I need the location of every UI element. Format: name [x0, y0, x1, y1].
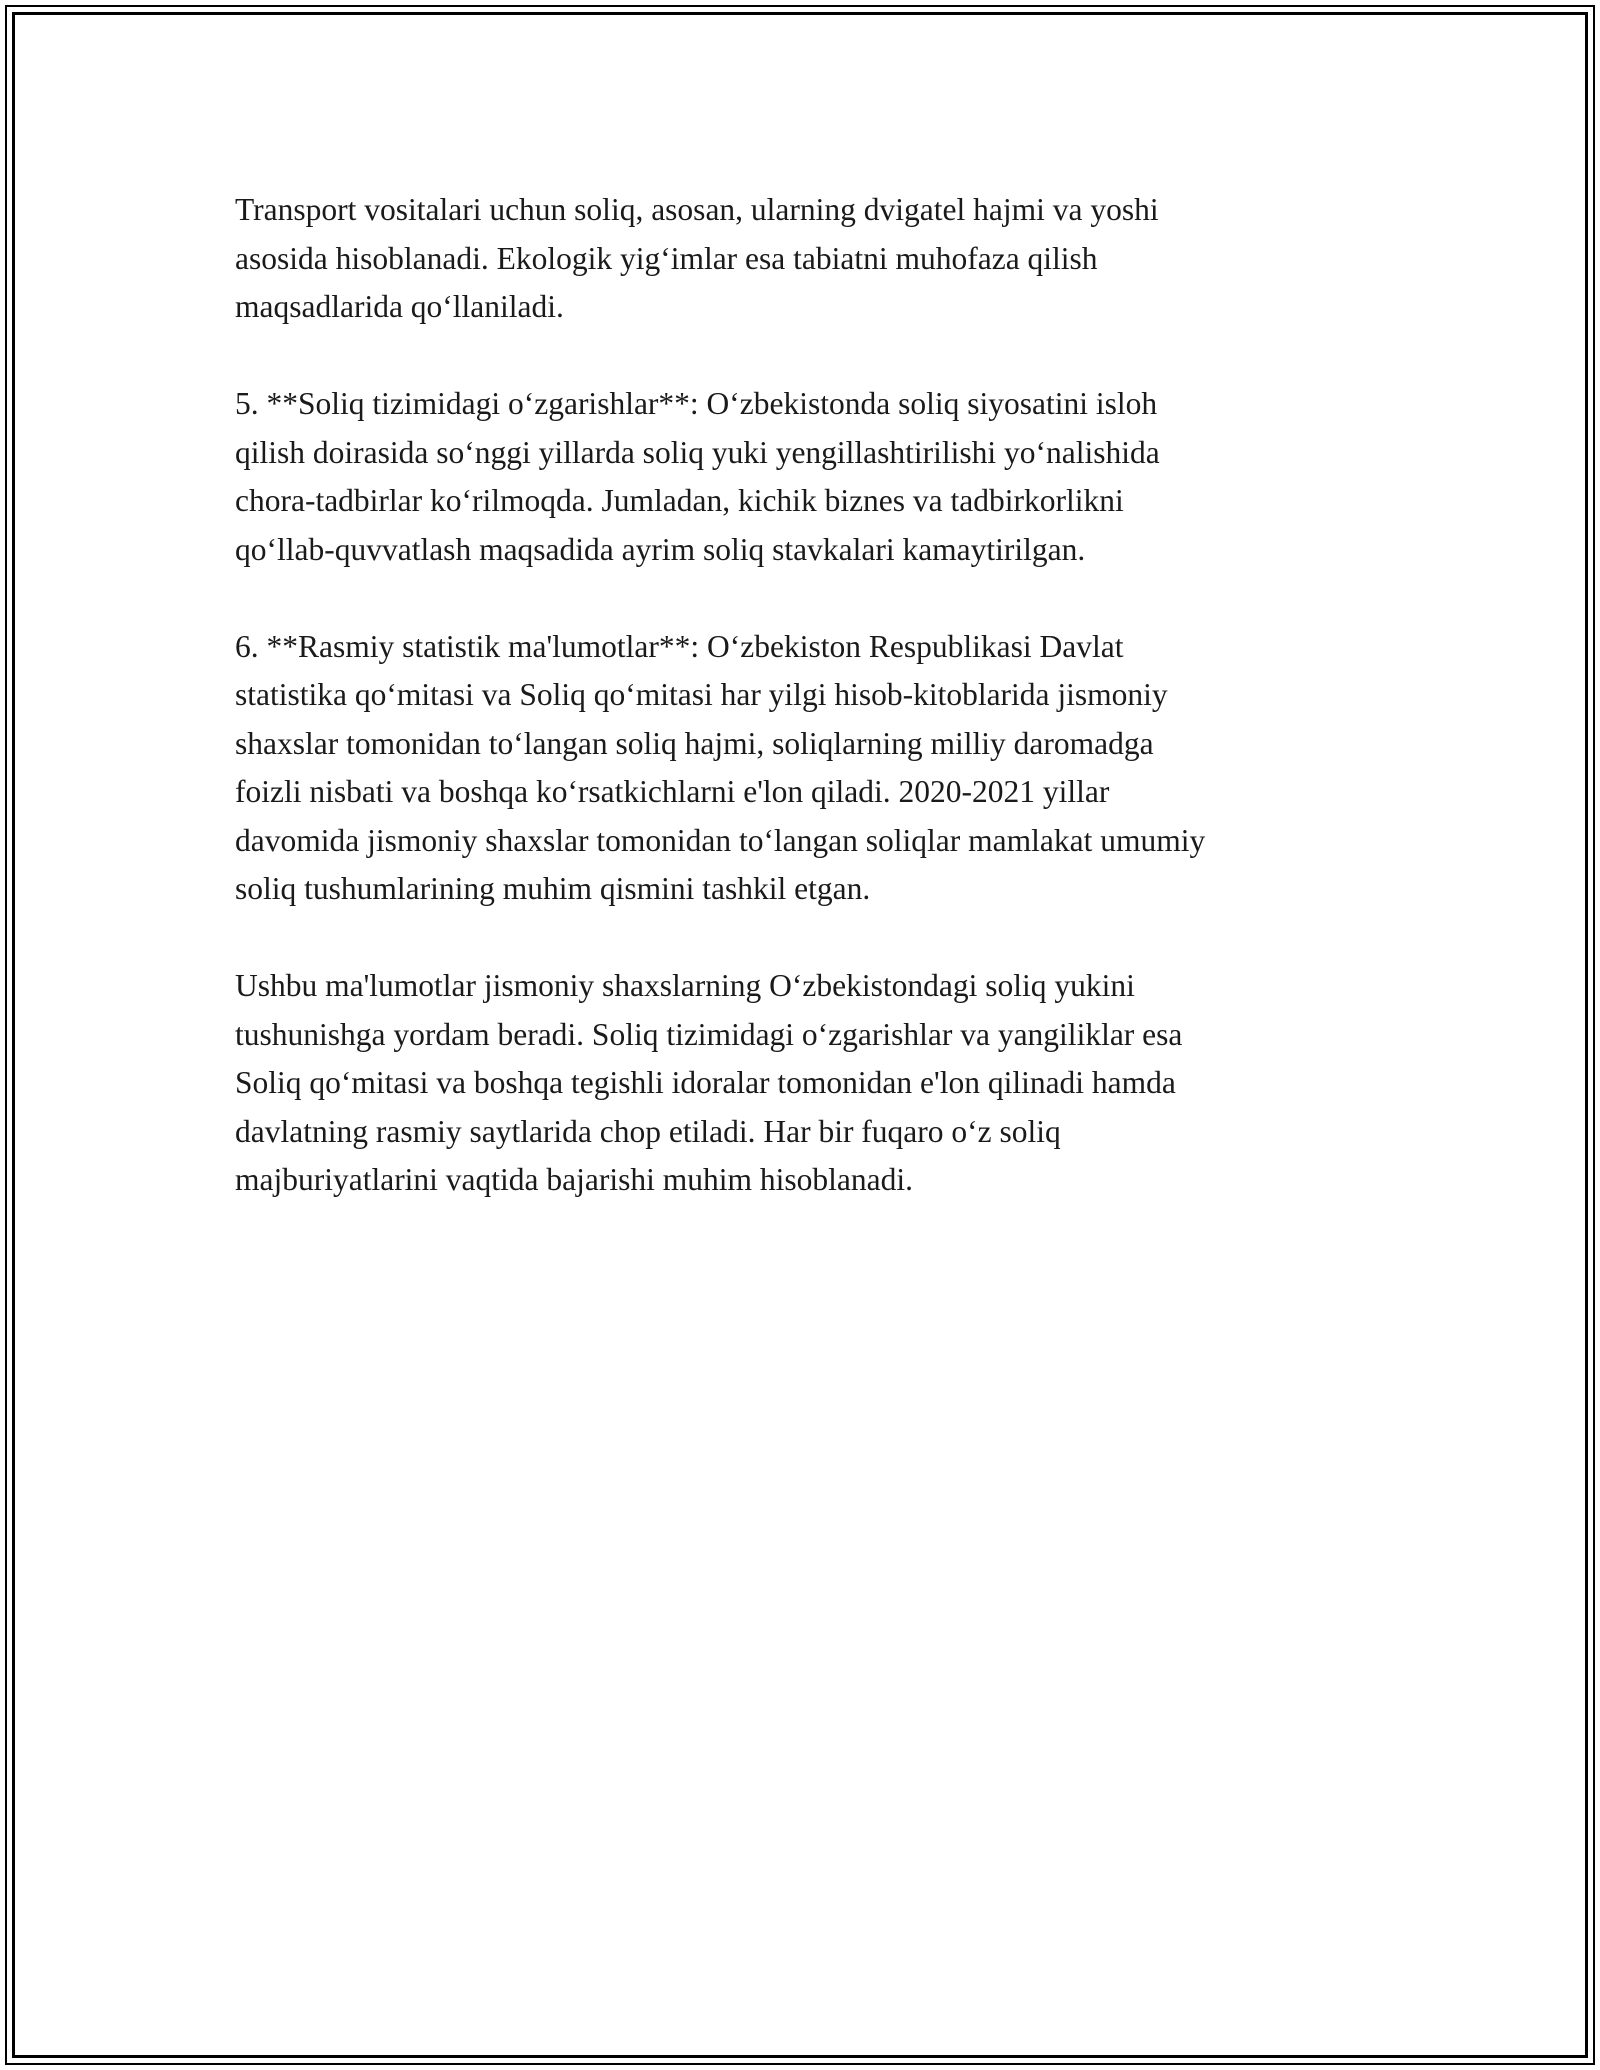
text-line: davomida jismoniy shaxslar tomonidan to‘langan soliqlar mamlakat umumiy	[235, 822, 1206, 858]
text-line: Transport vositalari uchun soliq, asosan, ularning dvigatel hajmi va yoshi	[235, 192, 1159, 227]
paragraph-official-statistics	[235, 623, 1395, 914]
text-line: Soliq qo‘mitasi va boshqa tegishli idoralar tomonidan e'lon qilinadi hamda	[235, 1065, 1176, 1100]
text-line: Ushbu ma'lumotlar jismoniy shaxslarning O‘zbekistondagi soliq yukini	[235, 968, 1135, 1003]
text-line: majburiyatlarini vaqtida bajarishi muhim hisoblanadi.	[235, 1162, 913, 1197]
text-line: davlatning rasmiy saytlarida chop etiladi. Har bir fuqaro o‘z soliq	[235, 1113, 1061, 1149]
text-line: foizli nisbati va boshqa ko‘rsatkichlarni e'lon qiladi. 2020-2021 yillar	[235, 774, 1110, 809]
text-line: tushunishga yordam beradi. Soliq tizimidagi o‘zgarishlar va yangiliklar esa	[235, 1016, 1183, 1052]
text-line: 5. **Soliq tizimidagi o‘zgarishlar**: O‘zbekistonda soliq siyosatini isloh	[235, 386, 1158, 421]
paragraph-conclusion	[235, 962, 1395, 1205]
text-line: asosida hisoblanadi. Ekologik yig‘imlar esa tabiatni muhofaza qilish	[235, 240, 1098, 276]
text-line: statistika qo‘mitasi va Soliq qo‘mitasi har yilgi hisob-kitoblarida jismoniy	[235, 677, 1168, 712]
text-line: qilish doirasida so‘nggi yillarda soliq yuki yengillashtirilishi yo‘nalishida	[235, 434, 1160, 470]
text-line: 6. **Rasmiy statistik ma'lumotlar**: O‘zbekiston Respublikasi Davlat	[235, 628, 1124, 664]
text-line: qo‘llab-quvvatlash maqsadida ayrim soliq stavkalari kamaytirilgan.	[235, 531, 1086, 567]
text-line: maqsadlarida qo‘llaniladi.	[235, 289, 564, 324]
document-body	[235, 186, 1395, 1253]
paragraph-tax-system-changes	[235, 380, 1395, 574]
text-line: chora-tadbirlar ko‘rilmoqda. Jumladan, kichik biznes va tadbirkorlikni	[235, 483, 1124, 518]
text-line: shaxslar tomonidan to‘langan soliq hajmi, soliqlarning milliy daromadga	[235, 725, 1154, 761]
text-line: soliq tushumlarining muhim qismini tashkil etgan.	[235, 871, 871, 906]
paragraph-transport-tax	[235, 186, 1395, 332]
